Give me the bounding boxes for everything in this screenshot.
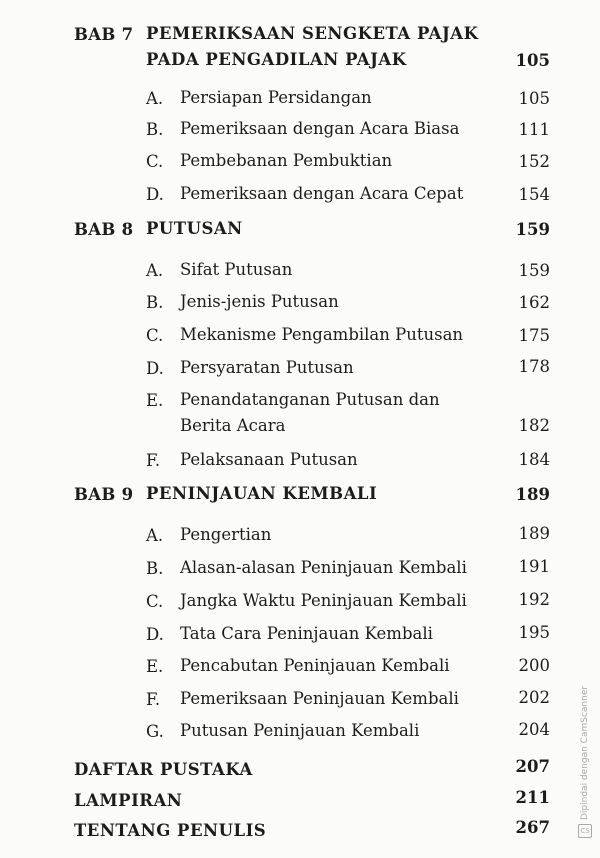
section-letter: A. [146,261,164,280]
section-page-number: 162 [518,293,550,312]
section-title: Persiapan Persidangan [180,88,372,107]
chapter-title: PENINJAUAN KEMBALI [146,484,378,503]
section-page-number: 111 [518,120,550,139]
section-letter: E. [146,657,164,676]
section-page-number: 159 [518,261,550,280]
section-page-number: 191 [518,557,550,576]
section-title: Jenis-jenis Putusan [180,292,339,311]
chapter-page-number: 189 [515,485,550,504]
section-letter: G. [146,722,164,741]
section-page-number: 184 [518,450,550,469]
chapter-label: BAB 9 [74,485,134,504]
section-page-number: 200 [518,656,550,675]
back-matter-title: DAFTAR PUSTAKA [74,760,253,779]
chapter-title: PEMERIKSAAN SENGKETA PAJAK PADA PENGADILAN PAJAK [146,24,479,69]
section-letter: D. [146,359,164,378]
section-title: Pencabutan Peninjauan Kembali [180,656,450,675]
section-letter: C. [146,152,164,171]
scanner-watermark [578,686,592,838]
section-title: Tata Cara Peninjauan Kembali [180,624,433,643]
section-title: Penandatanganan Putusan dan Berita Acara [180,390,440,435]
section-title: Pemeriksaan Peninjauan Kembali [180,689,459,708]
section-letter: B. [146,559,164,578]
section-letter: F. [146,451,161,470]
section-letter: F. [146,690,161,709]
section-page-number: 178 [518,357,550,376]
section-letter: B. [146,120,164,139]
section-page-number: 182 [518,416,550,435]
section-page-number: 189 [518,524,550,543]
chapter-label: BAB 8 [74,220,134,239]
section-title: Persyaratan Putusan [180,358,354,377]
section-page-number: 175 [518,326,550,345]
section-title: Sifat Putusan [180,260,293,279]
section-title: Pelaksanaan Putusan [180,450,358,469]
back-matter-page-number: 207 [515,757,550,776]
back-matter-title: TENTANG PENULIS [74,821,267,840]
section-letter: C. [146,326,164,345]
chapter-page-number: 159 [515,220,550,239]
section-title: Mekanisme Pengambilan Putusan [180,325,464,344]
camscanner-icon: CS [578,824,592,838]
section-page-number: 154 [518,185,550,204]
chapter-title: PUTUSAN [146,219,243,238]
chapter-label: BAB 7 [74,25,134,44]
back-matter-title: LAMPIRAN [74,791,183,810]
chapter-page-number: 105 [515,51,550,70]
section-page-number: 192 [518,590,550,609]
section-title: Pemeriksaan dengan Acara Biasa [180,119,460,138]
section-title: Pembebanan Pembuktian [180,151,393,170]
section-letter: D. [146,625,164,644]
back-matter-page-number: 267 [515,818,550,837]
section-page-number: 204 [518,720,550,739]
section-letter: A. [146,526,164,545]
section-page-number: 195 [518,623,550,642]
section-title: Pengertian [180,525,272,544]
section-letter: E. [146,391,164,410]
section-page-number: 152 [518,152,550,171]
section-letter: D. [146,185,164,204]
section-title: Jangka Waktu Peninjauan Kembali [180,591,467,610]
section-letter: C. [146,592,164,611]
section-letter: B. [146,293,164,312]
section-letter: A. [146,89,164,108]
section-title: Alasan-alasan Peninjauan Kembali [180,558,467,577]
section-title: Putusan Peninjauan Kembali [180,721,420,740]
section-page-number: 202 [518,688,550,707]
watermark-text: Dipindai dengan CamScanner [580,685,590,820]
section-title: Pemeriksaan dengan Acara Cepat [180,184,464,203]
back-matter-page-number: 211 [515,788,550,807]
section-page-number: 105 [518,89,550,108]
